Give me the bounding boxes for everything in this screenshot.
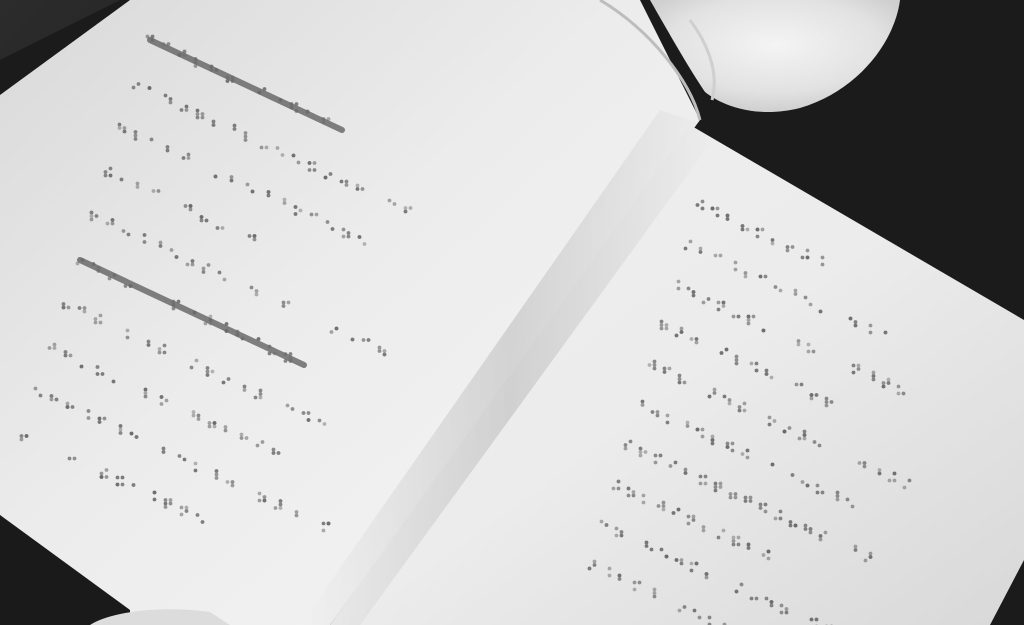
hand [650,0,900,112]
hand-bottom [90,609,230,625]
